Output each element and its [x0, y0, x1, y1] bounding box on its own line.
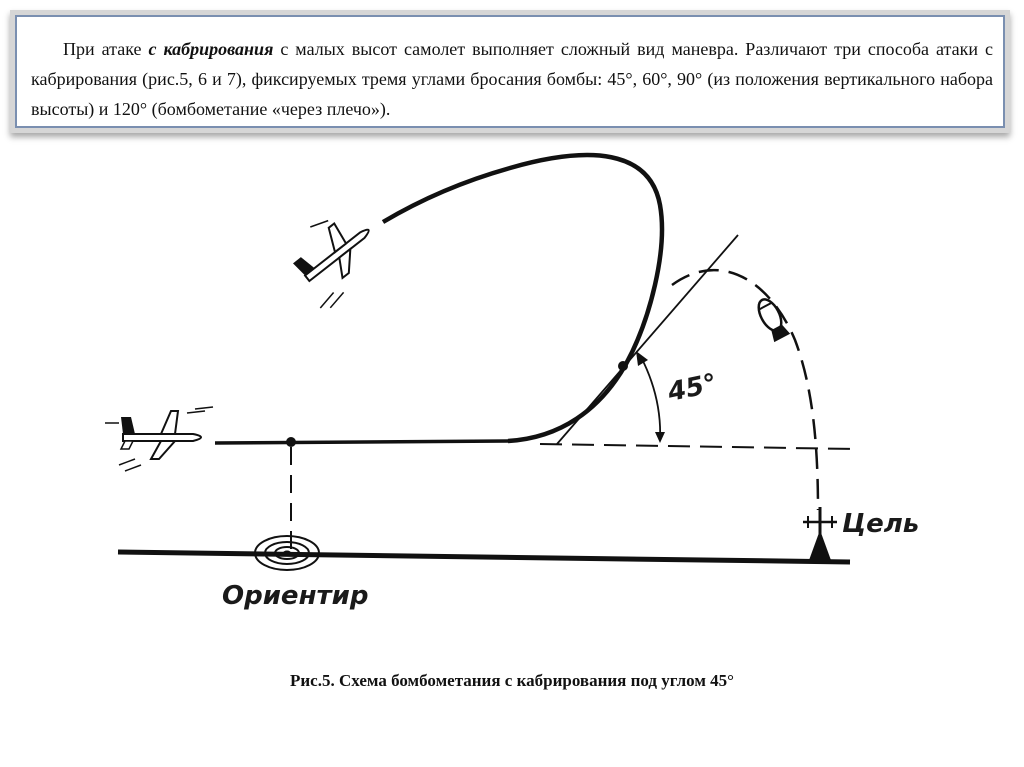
approach-point [286, 437, 296, 447]
airplane-loop-icon [277, 200, 392, 313]
ground-line [118, 552, 850, 562]
approach-path [215, 441, 510, 443]
angle-arc-arrow-bottom [655, 432, 665, 443]
target-label: Цель [842, 509, 920, 539]
intro-text-box [10, 10, 1010, 133]
figure-caption: Рис.5. Схема бомбометания с кабрирования под углом 45° [290, 671, 734, 690]
angle-arc [641, 357, 660, 441]
landmark-target-rings [255, 536, 319, 570]
intro-text-emphasis: с кабрирования [148, 39, 274, 59]
horizontal-reference-line [540, 444, 855, 449]
climb-loop-path [383, 155, 662, 441]
angle-label: 45° [665, 368, 720, 408]
intro-text-rest: с малых высот самолет выполняет сложный вид маневра. Различают три способа атаки с кабрирования (рис.5, 6 и 7), фиксируемых тремя углами бросания бомбы: 45°, 60°, 90° (из положения вертикального набора высоты) и 120° (бомбометание «через плечо»). [31, 39, 993, 119]
angle-arc-arrow-top [636, 351, 648, 366]
airplane-level-icon [105, 407, 213, 471]
tangent-line-45 [557, 235, 738, 444]
bombing-scheme-diagram [0, 140, 1024, 660]
intro-paragraph [15, 15, 1005, 128]
target-marker [803, 507, 837, 563]
landmark-label: Ориентир [222, 581, 369, 611]
intro-text-start: При атаке [63, 39, 149, 59]
